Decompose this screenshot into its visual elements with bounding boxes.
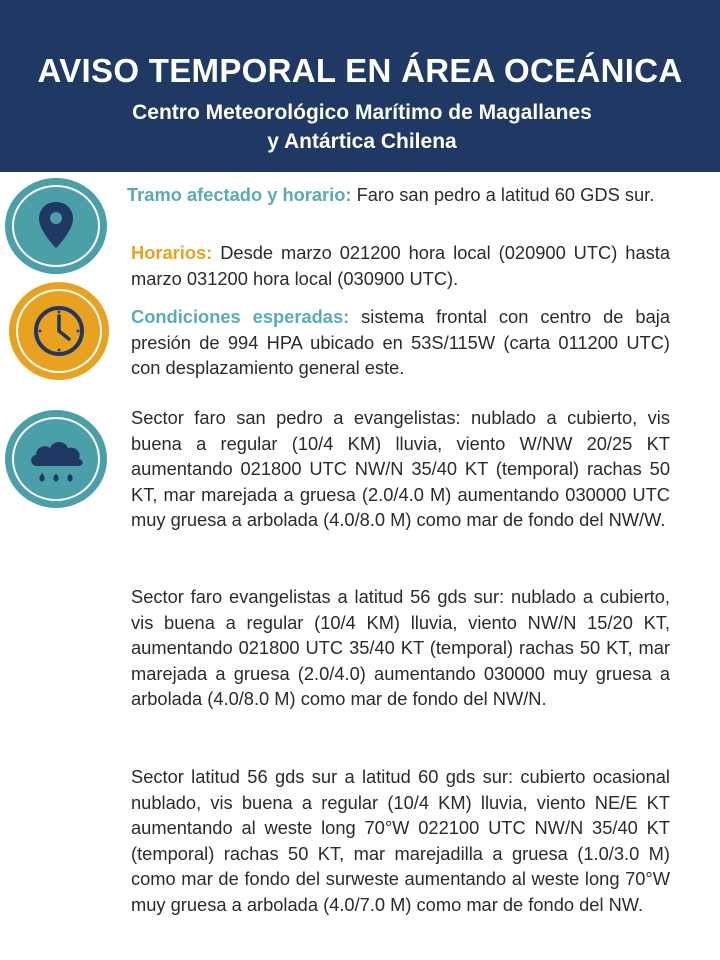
map-pin-icon — [5, 178, 107, 274]
horarios-label: Horarios: — [131, 242, 213, 263]
sector-paragraph-2: Sector faro evangelistas a latitud 56 gds sur: nublado a cubierto, vis buena a regular (10/4 KM) lluvia, viento NW/N 15/20 KT, aumentando 021800 UTC 35/40 KT (temporal) rachas 50 KT, mar marejada a gruesa (2.0/4.0) aumentando 030000 muy gruesa a arbolada (4.0/8.0 M) como mar de fondo del NW/N. — [131, 586, 670, 709]
clock-icon-graphic — [9, 282, 109, 380]
tramo-text: Faro san pedro a latitud 60 GDS sur. — [351, 184, 655, 205]
horarios-text: Desde marzo 021200 hora local (020900 UTC) hasta marzo 031200 hora local (030900 UTC). — [131, 242, 670, 289]
condiciones-text: sistema frontal con centro de baja presión de 994 HPA ubicado en 53S/115W (carta 011200 UTC) con desplazamiento general este. — [131, 306, 670, 378]
page-subtitle-line2: y Antártica Chilena — [267, 130, 457, 153]
condiciones-label: Condiciones esperadas: — [131, 306, 350, 327]
page-subtitle-line1: Centro Meteorológico Marítimo de Magallanes — [132, 101, 592, 124]
sector-paragraph-3: Sector latitud 56 gds sur a latitud 60 gds sur: cubierto ocasional nublado, vis buena a regular (10/4 KM) lluvia, viento NE/E KT aumentando al weste long 70°W 022100 UTC NW/N 35/40 KT (temporal) rachas 50 KT, mar marejadilla a gruesa (1.0/3.0 M) como mar de fondo del surweste aumentando al weste long 70°W muy gruesa a arbolada (4.0/7.0 M) como mar de fondo del NW. — [131, 766, 670, 915]
sector-paragraph-1: Sector faro san pedro a evangelistas: nublado a cubierto, vis buena a regular (10/4 KM) lluvia, viento W/NW 20/25 KT aumentando 021800 UTC NW/N 35/40 KT (temporal) rachas 50 KT, mar marejada a gruesa (2.0/4.0 M) aumentando 030000 UTC muy gruesa a arbolada (4.0/8.0 M) como mar de fondo del NW/W. — [131, 407, 670, 530]
tramo-paragraph — [127, 182, 666, 208]
horarios-paragraph — [131, 240, 670, 291]
header-banner — [0, 0, 720, 172]
condiciones-paragraph — [131, 304, 670, 381]
tramo-label: Tramo afectado y horario: — [127, 184, 352, 205]
clock-icon — [9, 282, 109, 380]
map-pin-icon-graphic — [5, 178, 107, 274]
rain-cloud-icon — [5, 410, 107, 508]
page-title: AVISO TEMPORAL EN ÁREA OCEÁNICA — [37, 52, 683, 89]
rain-cloud-icon-graphic — [5, 410, 107, 508]
